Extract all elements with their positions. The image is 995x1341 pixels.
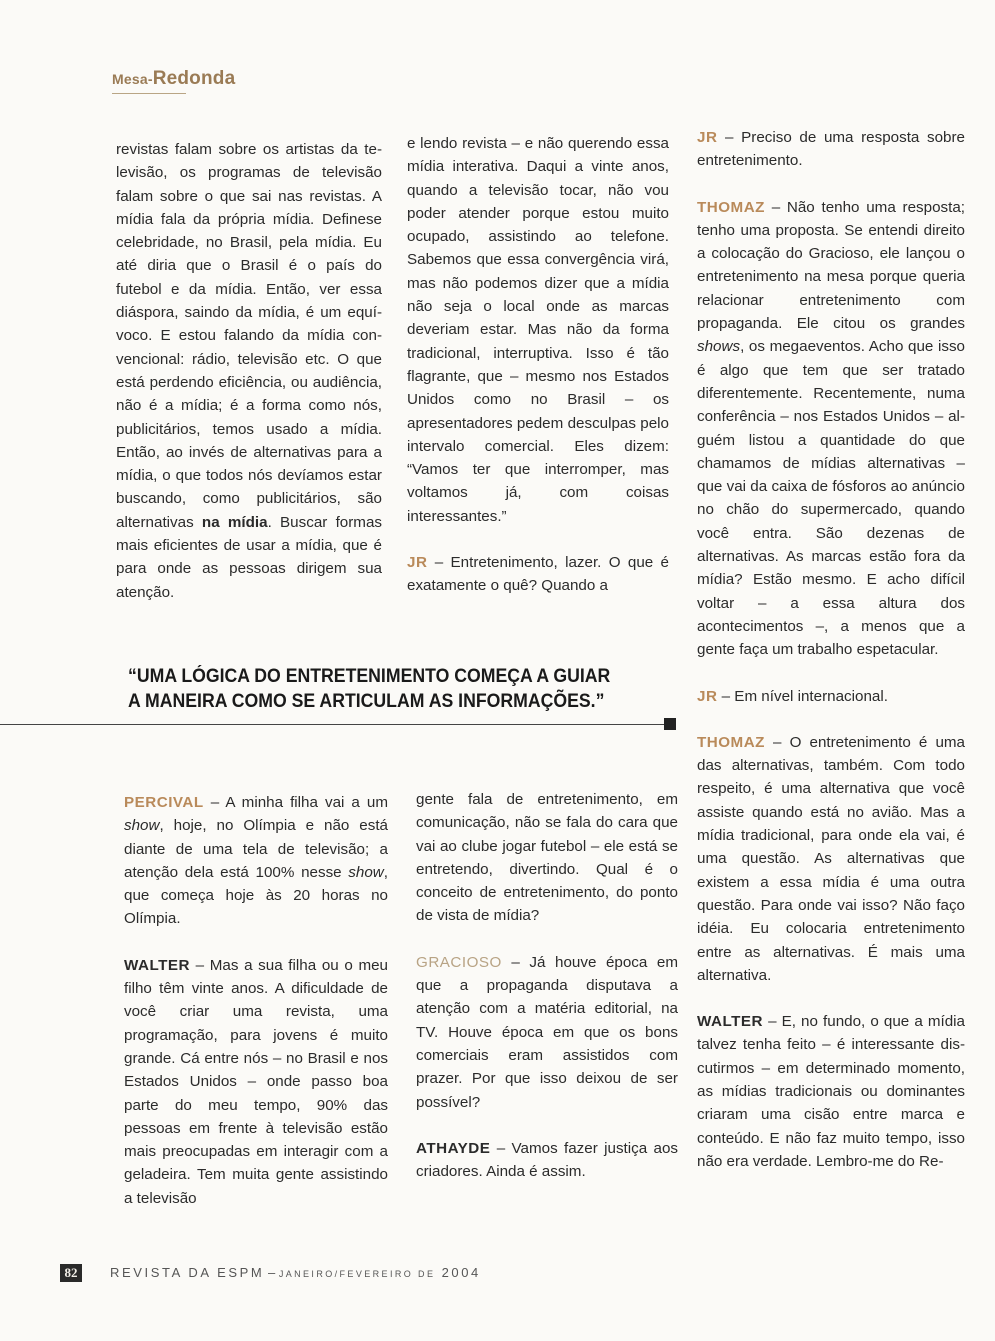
body-text: – Já houve época em que a propaganda disputava a atenção com a matéria editorial, na TV. Houve época em que os bons comerciais eram assistidos com prazer. Por que isso deixou de ser possível? bbox=[416, 953, 678, 1111]
column-3 bbox=[697, 126, 965, 1173]
paragraph bbox=[697, 731, 965, 987]
magazine-info bbox=[110, 1265, 481, 1280]
pull-quote-square bbox=[664, 718, 676, 730]
paragraph bbox=[416, 1137, 678, 1184]
body-text: – Entretenimento, lazer. O que é exatamente o quê? Quando a bbox=[407, 554, 669, 595]
body-text: – A minha filha vai a um bbox=[203, 794, 388, 811]
paragraph bbox=[697, 685, 965, 708]
paragraph bbox=[697, 126, 965, 173]
column-2 bbox=[407, 132, 669, 598]
italic-text: show bbox=[348, 863, 384, 881]
body-text: revistas falam sobre os artistas da televisão, os programas de televisão falam sobre o que sai nas revistas. A mídia fala da própria mídia. Definese celebridade, no Brasil, pela mídia. Eu até diria que o Brasil é o país do futebol e da mídia. Então, ver essa diáspora, saindo da mídia, é um equívoco. E estou falando da mídia convencional: rádio, televisão etc. O que está perdendo eficiência, ou audiência, não é a mídia; é a forma como nós, publicitários, temos usado a mídia. Então, ao invés de alternativas para a mídia, o que todos nós devíamos estar buscando, como publicitários, são alternativas bbox=[116, 141, 382, 531]
paragraph bbox=[416, 951, 678, 1114]
body-text: – Mas a sua filha ou o meu filho têm vinte anos. A dificuldade de você criar uma revista, uma programação, para jovens é muito grande. Cá entre nós – no Brasil e nos Estados Unidos – onde passo boa parte do meu tempo, 90% das pessoas em frente à televisão estão mais preocupadas em interagir com a geladeira. Tem muita gente assistindo a televisão bbox=[124, 956, 388, 1207]
pull-quote-rule bbox=[0, 724, 666, 725]
section-label-main: Redonda bbox=[152, 68, 236, 89]
column-4 bbox=[124, 791, 388, 1210]
magazine-name: REVISTA DA ESPM bbox=[110, 1265, 265, 1280]
speaker-name: JR bbox=[407, 554, 428, 572]
body-text: . Buscar formas mais eficientes de usar a mídia, que é para onde as pessoas dirigem sua atenção. bbox=[116, 513, 382, 601]
body-text: – Preciso de uma resposta sobre entretenimento. bbox=[697, 129, 965, 170]
italic-text: shows bbox=[697, 338, 741, 356]
section-rule bbox=[112, 93, 186, 94]
section-label-prefix: Mesa- bbox=[112, 71, 153, 87]
issue-year: 2004 bbox=[435, 1265, 481, 1280]
column-1 bbox=[116, 138, 382, 604]
body-text: , hoje, no Olímpia e não está diante de uma tela de televisão; a atenção dela está 100% nesse bbox=[124, 817, 388, 881]
speaker-name: JR bbox=[697, 687, 718, 705]
paragraph bbox=[697, 196, 965, 662]
issue-date: JANEIRO/FEVEREIRO DE bbox=[278, 1269, 436, 1279]
page-number: 82 bbox=[60, 1264, 82, 1282]
speaker-name: THOMAZ bbox=[697, 733, 765, 751]
body-text: , os megaeventos. Acho que isso é algo que tem que ser tratado diferentemente. Recentemente, numa conferência – nos Estados Unidos – alguém listou a quantidade do que chamamos de mídias alternativas – que vai da caixa de fósforos ao anúncio no chão do supermercado, quando você entra. São dezenas de alternativas. As marcas estão fora da mídia? Estão mesmo. E acho difícil voltar – a essa altura dos acontecimentos –, a menos que a gente faça um trabalho espetacular. bbox=[697, 338, 965, 659]
emphasis-text: na mídia bbox=[201, 513, 268, 531]
speaker-name: THOMAZ bbox=[697, 198, 765, 216]
body-text: , que começa hoje às 20 horas no Olímpia. bbox=[124, 863, 388, 928]
body-text: – Vamos fazer justiça aos criadores. Ainda é assim. bbox=[416, 1139, 678, 1181]
pull-quote-line: A MANEIRA COMO SE ARTICULAM AS INFORMAÇÕES.” bbox=[128, 691, 605, 712]
footer-separator: – bbox=[264, 1265, 279, 1280]
column-5 bbox=[416, 788, 678, 1183]
speaker-name: JR bbox=[697, 129, 718, 146]
body-text: – Não tenho uma resposta; tenho uma proposta. Se entendi direito a colocação do Gracioso, ele lançou o entretenimento na mesa porque queria relacionar entretenimento com propaganda. Ele citou os grandes bbox=[697, 198, 965, 333]
paragraph bbox=[124, 791, 388, 931]
italic-text: show bbox=[124, 817, 160, 835]
speaker-name: WALTER bbox=[697, 1013, 763, 1031]
paragraph: gente fala de entretenimento, em comunicação, não se fala do cara que vai ao clube jogar futebol – ele está se entretendo, divertindo. Qual é o conceito de entretenimento, do ponto de vista de mídia? bbox=[416, 791, 678, 925]
body-text: – E, no fundo, o que a mídia talvez tenha feito – é interessante discutirmos – em determinado momento, as mídias tradicionais ou dominantes criaram uma cisão entre marca e conteúdo. E não faz muito tempo, isso não era verdade. Lembro-me do Re- bbox=[697, 1013, 965, 1170]
section-label bbox=[112, 68, 235, 90]
speaker-name: GRACIOSO bbox=[416, 953, 502, 971]
pull-quote-line: “UMA LÓGICA DO ENTRETENIMENTO COMEÇA A GUIAR bbox=[128, 666, 611, 687]
pull-quote bbox=[128, 664, 630, 714]
speaker-name: PERCIVAL bbox=[124, 794, 204, 811]
paragraph: e lendo revista – e não querendo essa mídia interativa. Daqui a vinte anos, quando a televisão tocar, não vou poder atender porque estou muito ocupado, assistindo ao telefone. Sabemos que essa convergência virá, mas não podemos dizer que a mídia não seja o local onde as marcas deveriam estar. Mas não da forma tradicional, interruptiva. Isso é tão flagrante, que – mesmo nos Estados Unidos como no Brasil – os apresentadores pedem desculpas pelo intervalo comercial. Eles dizem: “Vamos ter que interromper, mas voltamos já, com coisas interessantes.” bbox=[407, 135, 669, 525]
paragraph bbox=[124, 954, 388, 1210]
speaker-name: WALTER bbox=[124, 956, 190, 974]
paragraph bbox=[697, 1010, 965, 1173]
paragraph bbox=[407, 551, 669, 598]
paragraph bbox=[116, 138, 382, 604]
body-text: – Em nível internacional. bbox=[717, 687, 888, 705]
body-text: – O entretenimento é uma das alternativas, também. Com todo respeito, é uma alternativa que você assiste quando está no avião. Mas a mídia tradicional, para onde ela vai, é uma questão. As alternativas que existem a essa mídia é uma outra questão. Para onde vai isso? Não faço idéia. Eu colocaria entretenimento entre as alternativas. É mais uma alternativa. bbox=[697, 733, 965, 984]
speaker-name: ATHAYDE bbox=[416, 1139, 491, 1157]
